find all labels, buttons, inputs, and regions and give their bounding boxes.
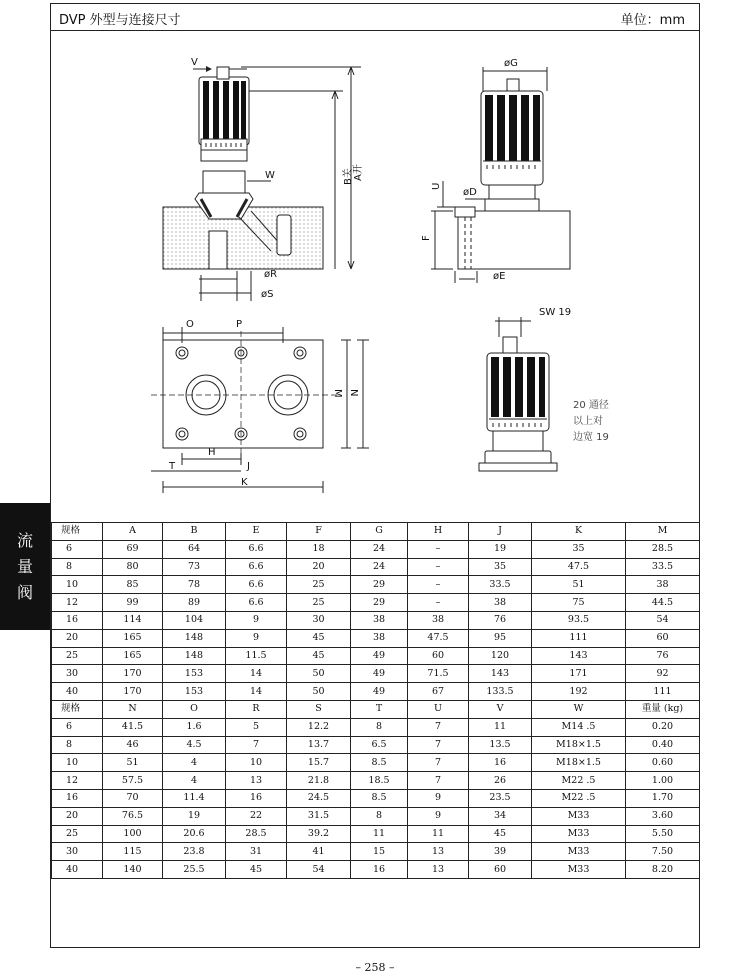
table-cell: 11 (351, 825, 408, 843)
table-cell: 30 (52, 843, 103, 861)
table-cell: 85 (103, 576, 163, 594)
dim-w-label: W (265, 170, 275, 181)
table-cell: 39 (469, 843, 532, 861)
dim-s-label: øS (261, 289, 274, 300)
table-cell: 29 (351, 594, 408, 612)
table-cell: – (408, 558, 469, 576)
table-cell: 25 (287, 594, 351, 612)
dim-r-label: øR (264, 269, 278, 280)
table-cell: 35 (469, 558, 532, 576)
table-header-cell: G (351, 523, 408, 541)
table-cell: 39.2 (287, 825, 351, 843)
table-cell: 75 (532, 594, 626, 612)
table-cell: 20 (52, 629, 103, 647)
table-cell: 30 (52, 665, 103, 683)
table-cell: 57.5 (103, 772, 163, 790)
table-cell: 30 (287, 611, 351, 629)
table-cell: 120 (469, 647, 532, 665)
table-cell: 25 (52, 825, 103, 843)
section-tab (0, 503, 50, 630)
table-row (52, 611, 700, 629)
table-cell: 3.60 (626, 807, 700, 825)
table-cell: 115 (103, 843, 163, 861)
table-header-cell: N (103, 700, 163, 718)
table-cell: 45 (469, 825, 532, 843)
table-cell: 93.5 (532, 611, 626, 629)
table-header-cell: H (408, 523, 469, 541)
table-cell: 23.5 (469, 789, 532, 807)
dim-t-label: T (169, 461, 176, 472)
table-cell: M33 (532, 843, 626, 861)
table-cell: 49 (351, 665, 408, 683)
table-cell: 153 (163, 665, 226, 683)
section-tab-char: 阀 (16, 582, 33, 602)
table-cell: 14 (226, 665, 287, 683)
table-row (52, 576, 700, 594)
table-row (52, 843, 700, 861)
technical-drawing (51, 31, 699, 521)
table-cell: 4 (163, 754, 226, 772)
table-cell: 4 (163, 772, 226, 790)
table-cell: 60 (626, 629, 700, 647)
table-cell: 45 (226, 861, 287, 879)
table-header-cell: B (163, 523, 226, 541)
table-cell: 19 (163, 807, 226, 825)
table-cell: 95 (469, 629, 532, 647)
table-cell: 60 (408, 647, 469, 665)
section-tab-char: 量 (16, 556, 33, 576)
table-cell: 7 (408, 736, 469, 754)
table-cell: 11.4 (163, 789, 226, 807)
table-cell: 9 (226, 629, 287, 647)
table-cell: 13 (226, 772, 287, 790)
table-cell: 11 (408, 825, 469, 843)
table-cell: 26 (469, 772, 532, 790)
table-cell: 20 (287, 558, 351, 576)
dim-v-label: V (191, 57, 198, 68)
table-header-cell: E (226, 523, 287, 541)
table-header-row (52, 700, 700, 718)
table-cell: 1.70 (626, 789, 700, 807)
table-cell: – (408, 576, 469, 594)
table-header-cell: U (408, 700, 469, 718)
table-cell: 49 (351, 683, 408, 701)
dim-d-label: øD (463, 187, 477, 198)
table-cell: 71.5 (408, 665, 469, 683)
table-cell: 25 (52, 647, 103, 665)
table-cell: 13 (408, 843, 469, 861)
table-row (52, 736, 700, 754)
table-cell: 50 (287, 683, 351, 701)
table-cell: 40 (52, 861, 103, 879)
table-cell: 11.5 (226, 647, 287, 665)
table-row (52, 825, 700, 843)
table-cell: 89 (163, 594, 226, 612)
table-cell: 1.6 (163, 718, 226, 736)
table-cell: 5 (226, 718, 287, 736)
table-cell: 34 (469, 807, 532, 825)
table-cell: 50 (287, 665, 351, 683)
table-cell: 111 (532, 629, 626, 647)
page-header (51, 4, 699, 31)
table-header-row (52, 523, 700, 541)
table-cell: 140 (103, 861, 163, 879)
table-cell: 10 (52, 576, 103, 594)
table-cell: 51 (532, 576, 626, 594)
table-cell: 171 (532, 665, 626, 683)
table-cell: 49 (351, 647, 408, 665)
table-cell: 11 (469, 718, 532, 736)
detail-view (479, 317, 557, 471)
page-number: – 258 – (355, 961, 395, 974)
table-cell: 33.5 (469, 576, 532, 594)
section-tab-char: 流 (16, 530, 33, 550)
table-cell: 38 (626, 576, 700, 594)
table-header-cell: M (626, 523, 700, 541)
table-header-cell: O (163, 700, 226, 718)
table-cell: 6.6 (226, 540, 287, 558)
table-cell: 25 (287, 576, 351, 594)
table-cell: 24.5 (287, 789, 351, 807)
table-cell: 18 (287, 540, 351, 558)
table-cell: 15.7 (287, 754, 351, 772)
table-cell: 44.5 (626, 594, 700, 612)
table-header-cell: F (287, 523, 351, 541)
table-cell: 9 (226, 611, 287, 629)
dim-m-label: M (332, 389, 343, 398)
table-cell: M22 .5 (532, 772, 626, 790)
page-title: DVP 外型与连接尺寸 (59, 13, 181, 28)
table-cell: 51 (103, 754, 163, 772)
table-cell: 8 (351, 807, 408, 825)
table-row (52, 594, 700, 612)
table-cell: 31.5 (287, 807, 351, 825)
table-row (52, 718, 700, 736)
table-row (52, 647, 700, 665)
table-cell: 38 (469, 594, 532, 612)
table-row (52, 754, 700, 772)
table-cell: 20.6 (163, 825, 226, 843)
table-cell: 60 (469, 861, 532, 879)
table-cell: M33 (532, 825, 626, 843)
dim-h-label: H (208, 447, 216, 458)
table-header-cell: R (226, 700, 287, 718)
note-line: 20 通径 (573, 400, 609, 411)
table-cell: 16 (226, 789, 287, 807)
table-cell: 6.6 (226, 576, 287, 594)
table-cell: 9 (408, 807, 469, 825)
table-cell: M18×1.5 (532, 754, 626, 772)
table-cell: 35 (532, 540, 626, 558)
unit-label: 单位：mm (620, 13, 685, 28)
table-cell: 0.20 (626, 718, 700, 736)
table-cell: 6.5 (351, 736, 408, 754)
table-cell: 13.5 (469, 736, 532, 754)
table-cell: M33 (532, 807, 626, 825)
dim-p-label: P (236, 319, 243, 330)
table-row (52, 558, 700, 576)
table-cell: 47.5 (532, 558, 626, 576)
table-cell: M14 .5 (532, 718, 626, 736)
table-cell: 47.5 (408, 629, 469, 647)
table-cell: M18×1.5 (532, 736, 626, 754)
table-cell: 133.5 (469, 683, 532, 701)
table-cell: 12 (52, 772, 103, 790)
table-cell: 78 (163, 576, 226, 594)
table-row (52, 861, 700, 879)
table-cell: 46 (103, 736, 163, 754)
table-cell: 111 (626, 683, 700, 701)
table-cell: 148 (163, 629, 226, 647)
table-header-cell: W (532, 700, 626, 718)
table-cell: 41 (287, 843, 351, 861)
table-cell: 13 (408, 861, 469, 879)
table-row (52, 772, 700, 790)
table-cell: 24 (351, 558, 408, 576)
table-cell: 8.5 (351, 789, 408, 807)
table-cell: 10 (52, 754, 103, 772)
table-cell: 29 (351, 576, 408, 594)
note-line: 边宽 19 (573, 432, 609, 443)
table-cell: 8 (52, 736, 103, 754)
table-cell: 6 (52, 718, 103, 736)
table-cell: 0.60 (626, 754, 700, 772)
table-cell: 67 (408, 683, 469, 701)
table-cell: 20 (52, 807, 103, 825)
table-row (52, 629, 700, 647)
table-cell: 28.5 (626, 540, 700, 558)
table-header-cell: V (469, 700, 532, 718)
table-cell: 9 (408, 789, 469, 807)
table-cell: 24 (351, 540, 408, 558)
table-cell: 7 (408, 772, 469, 790)
table-cell: 33.5 (626, 558, 700, 576)
table-cell: 170 (103, 665, 163, 683)
table-cell: 143 (532, 647, 626, 665)
table-cell: 114 (103, 611, 163, 629)
table-cell: 92 (626, 665, 700, 683)
table-cell: 38 (351, 611, 408, 629)
table-row (52, 789, 700, 807)
dim-n-label: N (348, 389, 359, 397)
table-cell: 165 (103, 647, 163, 665)
dim-f-label: F (421, 235, 432, 241)
dim-sw-label: SW 19 (539, 307, 572, 318)
table-cell: 19 (469, 540, 532, 558)
table-cell: 165 (103, 629, 163, 647)
note-line: 以上对 (573, 416, 603, 427)
table-cell: 5.50 (626, 825, 700, 843)
table-cell: 16 (351, 861, 408, 879)
table-header-cell: S (287, 700, 351, 718)
table-cell: M22 .5 (532, 789, 626, 807)
table-cell: 10 (226, 754, 287, 772)
table-row (52, 683, 700, 701)
table-cell: 54 (287, 861, 351, 879)
table-cell: 41.5 (103, 718, 163, 736)
table-cell: 12 (52, 594, 103, 612)
table-cell: 8.5 (351, 754, 408, 772)
table-cell: 54 (626, 611, 700, 629)
table-cell: 64 (163, 540, 226, 558)
table-cell: 7 (408, 754, 469, 772)
table-cell: 8 (351, 718, 408, 736)
dim-o-label: O (186, 319, 194, 330)
table-cell: 12.2 (287, 718, 351, 736)
table-cell: 23.8 (163, 843, 226, 861)
table-cell: 170 (103, 683, 163, 701)
table-cell: 76 (626, 647, 700, 665)
table-cell: 8 (52, 558, 103, 576)
spec-table (51, 522, 700, 879)
table-cell: 45 (287, 629, 351, 647)
front-view (163, 67, 361, 301)
table-cell: 22 (226, 807, 287, 825)
table-cell: 45 (287, 647, 351, 665)
table-cell: 153 (163, 683, 226, 701)
table-cell: 104 (163, 611, 226, 629)
table-cell: 143 (469, 665, 532, 683)
table-cell: 14 (226, 683, 287, 701)
table-cell: M33 (532, 861, 626, 879)
table-header-cell: 规格 (52, 700, 103, 718)
table-header-cell: K (532, 523, 626, 541)
table-cell: 6.6 (226, 594, 287, 612)
table-cell: 6 (52, 540, 103, 558)
table-cell: 80 (103, 558, 163, 576)
table-cell: 38 (408, 611, 469, 629)
table-row (52, 807, 700, 825)
table-cell: 7.50 (626, 843, 700, 861)
table-cell: 100 (103, 825, 163, 843)
side-view (431, 67, 570, 283)
table-cell: 1.00 (626, 772, 700, 790)
dim-b-label: B关 (343, 168, 354, 185)
dim-g-label: øG (504, 58, 518, 69)
table-cell: 13.7 (287, 736, 351, 754)
dim-a-label: A开 (353, 164, 364, 181)
table-cell: 8.20 (626, 861, 700, 879)
table-cell: 18.5 (351, 772, 408, 790)
table-cell: 31 (226, 843, 287, 861)
table-cell: 16 (469, 754, 532, 772)
dim-e-label: øE (493, 271, 506, 282)
table-cell: 4.5 (163, 736, 226, 754)
table-cell: 148 (163, 647, 226, 665)
table-header-cell: 规格 (52, 523, 103, 541)
table-cell: 6.6 (226, 558, 287, 576)
dim-u-label: U (431, 182, 442, 190)
table-cell: 70 (103, 789, 163, 807)
plan-view (151, 327, 369, 493)
table-cell: 192 (532, 683, 626, 701)
table-cell: 99 (103, 594, 163, 612)
table-cell: 15 (351, 843, 408, 861)
table-cell: 0.40 (626, 736, 700, 754)
table-cell: 38 (351, 629, 408, 647)
dim-j-label: J (247, 461, 250, 472)
table-cell: 16 (52, 611, 103, 629)
table-cell: 16 (52, 789, 103, 807)
table-row (52, 665, 700, 683)
table-cell: 69 (103, 540, 163, 558)
table-cell: 76.5 (103, 807, 163, 825)
table-cell: 25.5 (163, 861, 226, 879)
table-header-cell: 重量 (kg) (626, 700, 700, 718)
table-cell: 7 (226, 736, 287, 754)
table-cell: – (408, 540, 469, 558)
table-cell: 7 (408, 718, 469, 736)
table-row (52, 540, 700, 558)
table-header-cell: A (103, 523, 163, 541)
dim-k-label: K (241, 477, 248, 488)
table-cell: 40 (52, 683, 103, 701)
table-cell: 76 (469, 611, 532, 629)
table-cell: 73 (163, 558, 226, 576)
table-header-cell: T (351, 700, 408, 718)
table-cell: 28.5 (226, 825, 287, 843)
table-header-cell: J (469, 523, 532, 541)
table-cell: – (408, 594, 469, 612)
table-cell: 21.8 (287, 772, 351, 790)
